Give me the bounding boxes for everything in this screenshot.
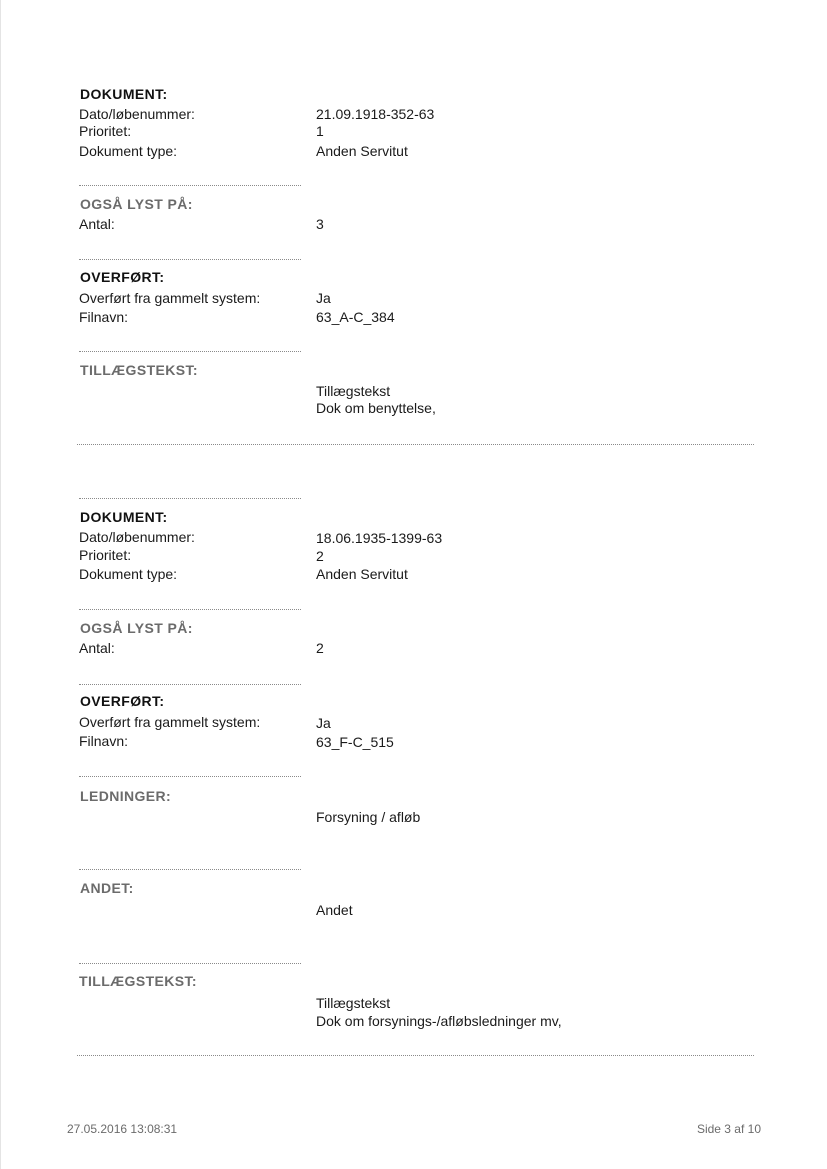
doc2-overfort-value: Ja (316, 715, 331, 731)
divider (79, 351, 301, 352)
doc2-ledninger-heading: LEDNINGER: (80, 788, 172, 804)
doc2-type-label: Dokument type: (79, 566, 178, 582)
doc2-ledninger-value: Forsyning / afløb (316, 809, 421, 825)
divider (79, 185, 301, 186)
doc1-tillaeg-line1: Tillægstekst (316, 383, 391, 399)
divider (79, 869, 301, 870)
doc1-filnavn-value: 63_A-C_384 (316, 309, 395, 325)
doc1-prioritet-label: Prioritet: (79, 123, 132, 139)
doc2-antal-label: Antal: (79, 640, 115, 656)
doc1-overfort-value: Ja (316, 290, 331, 306)
divider (79, 963, 301, 964)
doc2-heading: DOKUMENT: (80, 509, 168, 525)
doc2-overfort-label: Overført fra gammelt system: (79, 714, 261, 730)
doc2-andet-heading: ANDET: (80, 880, 134, 896)
doc2-tillaeg-line1: Tillægstekst (316, 995, 391, 1011)
document-divider (77, 444, 754, 445)
doc2-overfort-heading: OVERFØRT: (80, 693, 165, 709)
divider (79, 498, 301, 499)
doc2-tillaeg-line2: Dok om forsynings-/afløbsledninger mv, (316, 1013, 562, 1029)
document-divider (77, 1055, 754, 1056)
doc1-antal-label: Antal: (79, 216, 115, 232)
doc1-dato-label: Dato/løbenummer: (79, 106, 195, 122)
doc1-overfort-heading: OVERFØRT: (80, 269, 165, 285)
doc2-andet-value: Andet (316, 902, 353, 918)
doc1-prioritet-value: 1 (316, 123, 324, 139)
divider (79, 259, 301, 260)
doc1-antal-value: 3 (316, 216, 324, 232)
page-edge (0, 0, 1, 1169)
doc1-dato-value: 21.09.1918-352-63 (316, 106, 435, 122)
divider (79, 609, 301, 610)
doc2-tillaeg-heading: TILLÆGSTEKST: (79, 973, 197, 989)
divider (79, 684, 301, 685)
doc2-dato-value: 18.06.1935-1399-63 (316, 530, 443, 546)
doc2-type-value: Anden Servitut (316, 566, 408, 582)
doc1-heading: DOKUMENT: (80, 86, 168, 102)
footer-page-number: Side 3 af 10 (696, 1122, 761, 1136)
doc2-filnavn-value: 63_F-C_515 (316, 734, 394, 750)
divider (79, 776, 301, 777)
doc2-dato-label: Dato/løbenummer: (79, 529, 195, 545)
doc2-prioritet-label: Prioritet: (79, 547, 132, 563)
doc2-ogsa-heading: OGSÅ LYST PÅ: (80, 620, 193, 636)
doc1-ogsa-heading: OGSÅ LYST PÅ: (80, 196, 193, 212)
footer-timestamp: 27.05.2016 13:08:31 (67, 1122, 178, 1136)
doc1-type-label: Dokument type: (79, 143, 178, 159)
doc1-type-value: Anden Servitut (316, 143, 408, 159)
doc2-prioritet-value: 2 (316, 548, 324, 564)
doc1-tillaeg-heading: TILLÆGSTEKST: (80, 362, 198, 378)
doc2-antal-value: 2 (316, 640, 324, 656)
doc1-tillaeg-line2: Dok om benyttelse, (316, 400, 436, 416)
doc1-filnavn-label: Filnavn: (79, 309, 129, 325)
doc2-filnavn-label: Filnavn: (79, 733, 129, 749)
doc1-overfort-label: Overført fra gammelt system: (79, 290, 261, 306)
